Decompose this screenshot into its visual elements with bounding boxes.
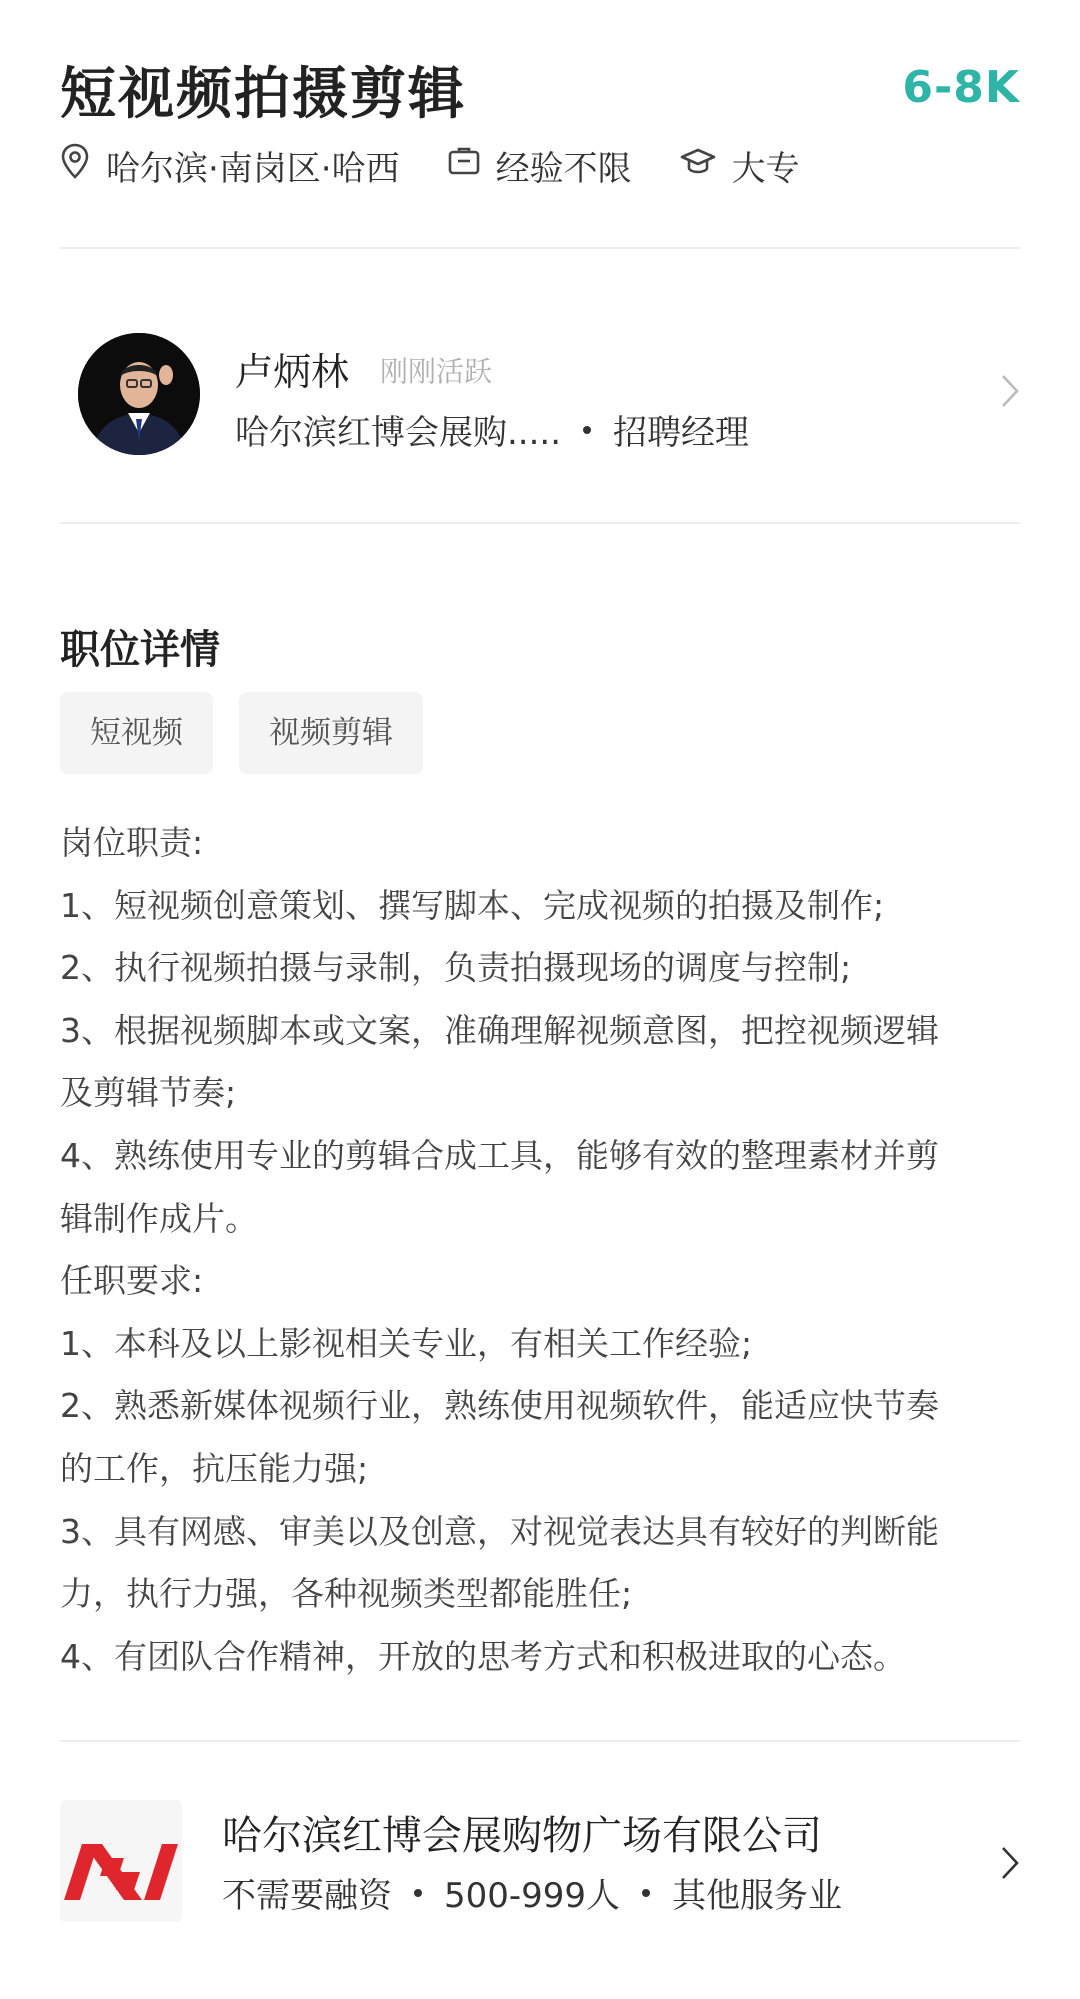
description-line: 1、短视频创意策划、撰写脚本、完成视频的拍摄及制作; — [60, 885, 885, 925]
skill-tag: 短视频 — [60, 692, 213, 774]
divider-middle — [60, 522, 1020, 524]
description-line: 力，执行力强，各种视频类型都能胜任; — [60, 1574, 633, 1614]
location-pin-icon — [60, 143, 106, 188]
job-meta — [60, 140, 848, 190]
description-line: 任职要求: — [60, 1261, 204, 1301]
recruiter-name: 卢炳林 — [235, 350, 350, 394]
recruiter-company-line — [235, 405, 749, 454]
graduation-cap-icon — [680, 145, 732, 185]
company-info — [222, 1868, 842, 1917]
description-line: 2、执行视频拍摄与录制，负责拍摄现场的调度与控制; — [60, 948, 852, 988]
description-line: 的工作，抗压能力强; — [60, 1448, 369, 1488]
recruiter-role: 招聘经理 — [613, 413, 750, 453]
chevron-right-icon — [1000, 373, 1020, 413]
separator-dot — [642, 1889, 650, 1897]
separator-dot — [583, 426, 591, 434]
location-item — [60, 141, 400, 190]
salary: 6-8K — [902, 62, 1020, 113]
description-line: 3、根据视频脚本或文案，准确理解视频意图，把控视频逻辑 — [60, 1010, 939, 1050]
company-industry: 其他服务业 — [672, 1876, 843, 1916]
divider-bottom — [60, 1740, 1020, 1742]
company-card[interactable] — [60, 1800, 1020, 1930]
description-line: 1、本科及以上影视相关专业，有相关工作经验; — [60, 1323, 753, 1363]
recruiter-card[interactable] — [60, 325, 1020, 465]
description-line: 4、熟练使用专业的剪辑合成工具，能够有效的整理素材并剪 — [60, 1135, 939, 1175]
company-size: 500-999人 — [444, 1876, 621, 1916]
company-logo — [60, 1800, 182, 1922]
skill-tags — [60, 692, 449, 774]
job-description — [60, 812, 1022, 1688]
description-line: 3、具有网感、审美以及创意，对视觉表达具有较好的判断能 — [60, 1511, 939, 1551]
section-title: 职位详情 — [60, 627, 220, 673]
experience-text: 经验不限 — [495, 148, 632, 189]
location-text: 哈尔滨·南岗区·哈西 — [106, 148, 400, 189]
description-line: 2、熟悉新媒体视频行业，熟练使用视频软件，能适应快节奏 — [60, 1386, 939, 1426]
description-line: 4、有团队合作精神，开放的思考方式和积极进取的心态。 — [60, 1636, 906, 1676]
description-line: 及剪辑节奏; — [60, 1073, 237, 1113]
divider-top — [60, 247, 1020, 249]
description-line: 岗位职责: — [60, 823, 204, 862]
recruiter-status: 刚刚活跃 — [380, 355, 493, 388]
job-title: 短视频拍摄剪辑 — [60, 62, 466, 127]
separator-dot — [414, 1889, 422, 1897]
description-line: 辑制作成片。 — [60, 1198, 258, 1238]
experience-item — [448, 141, 632, 190]
briefcase-icon — [448, 145, 496, 185]
recruiter-company: 哈尔滨红博会展购..... — [235, 413, 562, 453]
avatar — [78, 333, 200, 455]
company-funding: 不需要融资 — [222, 1876, 392, 1916]
company-name: 哈尔滨红博会展购物广场有限公司 — [222, 1813, 822, 1859]
education-text: 大专 — [731, 148, 800, 189]
chevron-right-icon — [1000, 1845, 1020, 1885]
education-item — [680, 141, 800, 190]
skill-tag: 视频剪辑 — [239, 692, 423, 774]
